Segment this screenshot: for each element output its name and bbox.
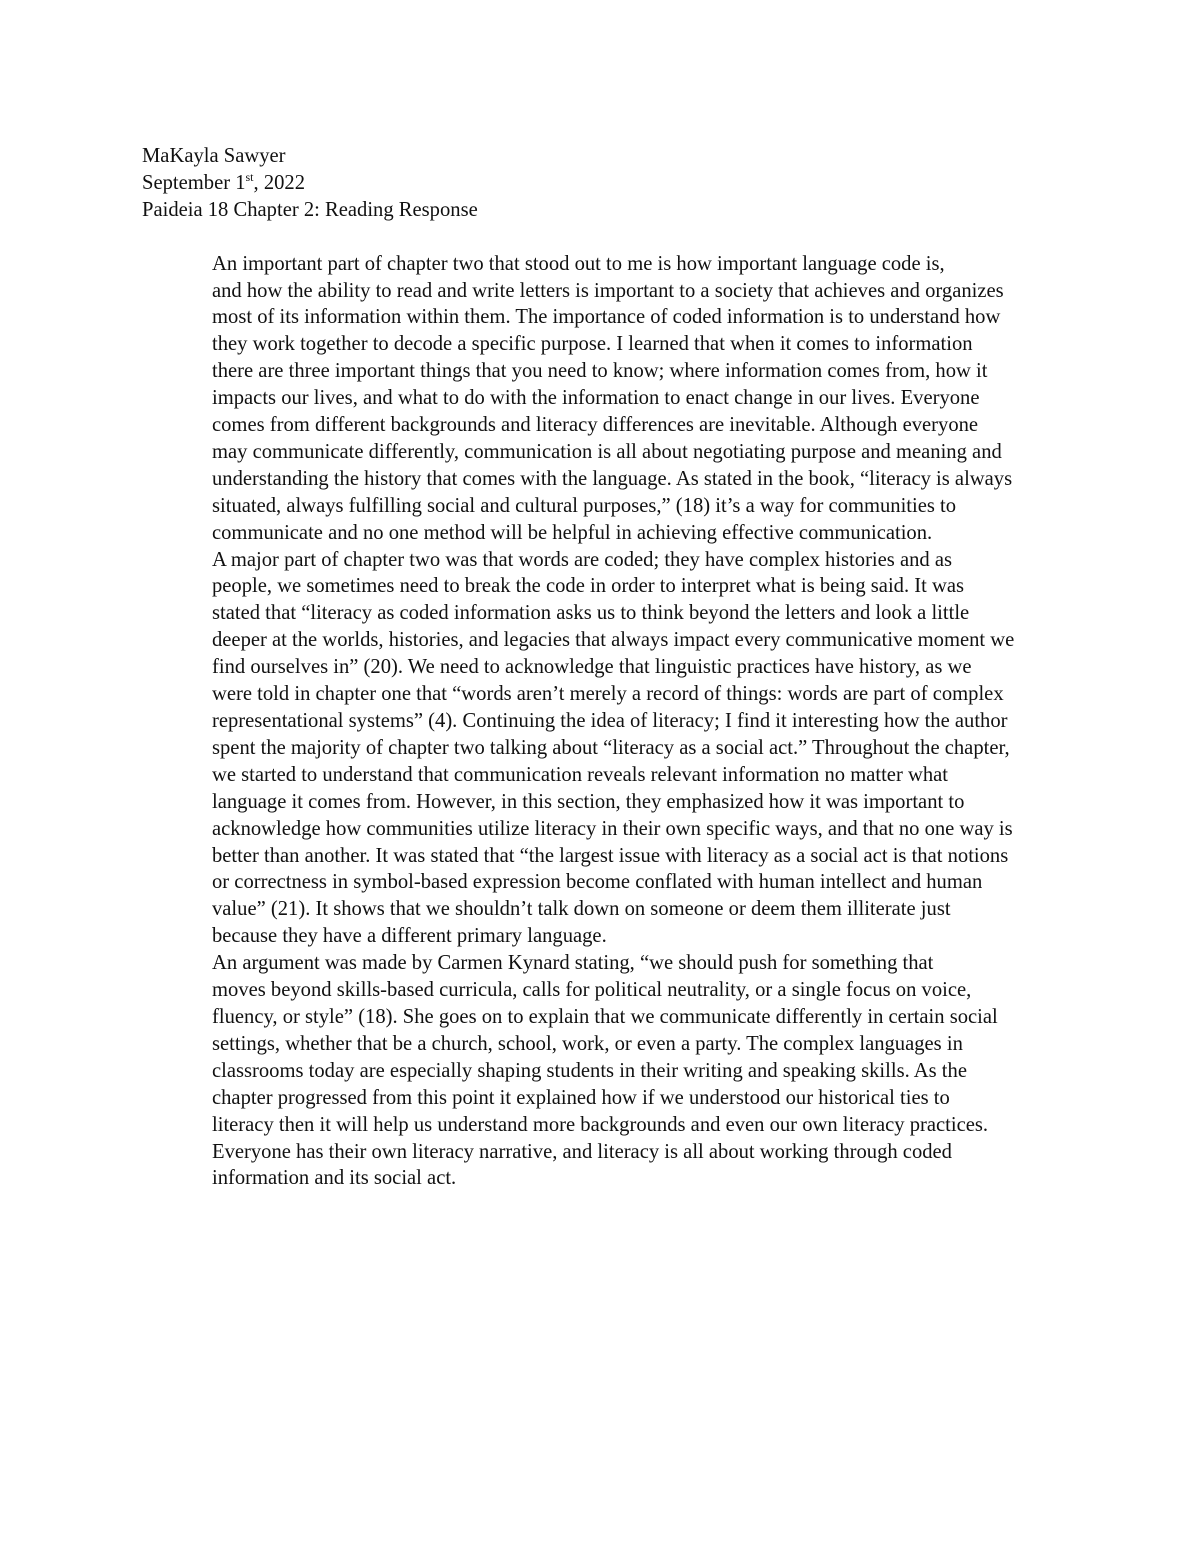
text-line: acknowledge how communities utilize literacy in their own specific ways, and that no one way is (212, 817, 1013, 840)
text-line: An argument was made by Carmen Kynard stating, “we should push for something that (212, 952, 934, 975)
text-line: language it comes from. However, in this section, they emphasized how it was important to (212, 790, 965, 813)
text-line: situated, always fulfilling social and cultural purposes,” (18) it’s a way for communities to (212, 494, 957, 517)
text-line: people, we sometimes need to break the code in order to interpret what is being said. It was (212, 575, 965, 598)
text-line: may communicate differently, communication is all about negotiating purpose and meaning and (212, 440, 1002, 463)
text-line: or correctness in symbol-based expression become conflated with human intellect and human (212, 871, 983, 894)
text-line: classrooms today are especially shaping students in their writing and speaking skills. As the (212, 1059, 967, 1082)
text-line: fluency, or style” (18). She goes on to explain that we communicate differently in certain social (212, 1005, 998, 1028)
text-line: settings, whether that be a church, school, work, or even a party. The complex languages in (212, 1032, 963, 1055)
text-line: were told in chapter one that “words aren’t merely a record of things: words are part of complex (212, 683, 1004, 706)
text-line: A major part of chapter two was that words are coded; they have complex histories and as (212, 548, 952, 571)
assignment-title: Paideia 18 Chapter 2: Reading Response (142, 198, 478, 221)
text-line: understanding the history that comes with the language. As stated in the book, “literacy is always (212, 467, 1013, 490)
document-content (142, 143, 1060, 1192)
text-line: representational systems” (4). Continuing the idea of literacy; I find it interesting how the author (212, 710, 1008, 733)
text-line: An important part of chapter two that stood out to me is how important language code is, (212, 252, 945, 275)
text-line: impacts our lives, and what to do with the information to enact change in our lives. Everyone (212, 387, 980, 410)
text-line: Everyone has their own literacy narrative, and literacy is all about working through coded (212, 1140, 952, 1163)
text-line: moves beyond skills-based curricula, calls for political neutrality, or a single focus on voice, (212, 979, 972, 1002)
text-line: and how the ability to read and write letters is important to a society that achieves and organizes (212, 279, 1004, 302)
text-line: literacy then it will help us understand more backgrounds and even our own literacy practices. (212, 1113, 989, 1136)
text-line: we started to understand that communication reveals relevant information no matter what (212, 763, 948, 786)
author-name: MaKayla Sawyer (142, 145, 286, 167)
date-line (142, 170, 1060, 197)
text-line: communicate and no one method will be helpful in achieving effective communication. (212, 521, 933, 544)
blank-line (142, 224, 1060, 251)
paragraph-3 (142, 950, 1060, 1192)
text-line: information and its social act. (212, 1167, 457, 1190)
text-line: because they have a different primary language. (212, 925, 607, 948)
text-line: find ourselves in” (20). We need to acknowledge that linguistic practices have history, as we (212, 656, 972, 679)
text-line: value” (21). It shows that we shouldn’t talk down on someone or deem them illiterate just (212, 898, 951, 921)
date-year: , 2022 (253, 171, 306, 194)
text-line: most of its information within them. The importance of coded information is to understand how (212, 306, 1001, 329)
paragraph-2 (142, 547, 1060, 951)
text-line: stated that “literacy as coded information asks us to think beyond the letters and look a little (212, 602, 970, 625)
paragraph-1 (142, 251, 1060, 547)
text-line: they work together to decode a specific purpose. I learned that when it comes to information (212, 333, 973, 356)
text-line: deeper at the worlds, histories, and legacies that always impact every communicative moment we (212, 629, 1015, 652)
date-suffix: st (245, 170, 254, 185)
date-month-day: September 1 (142, 171, 246, 194)
text-line: comes from different backgrounds and literacy differences are inevitable. Although everyone (212, 414, 979, 437)
text-line: better than another. It was stated that “the largest issue with literacy as a social act is that notions (212, 844, 1009, 867)
text-line: spent the majority of chapter two talking about “literacy as a social act.” Throughout the chapter, (212, 736, 1010, 759)
text-line: chapter progressed from this point it explained how if we understood our historical ties to (212, 1086, 950, 1109)
text-line: there are three important things that you need to know; where information comes from, how it (212, 360, 988, 383)
